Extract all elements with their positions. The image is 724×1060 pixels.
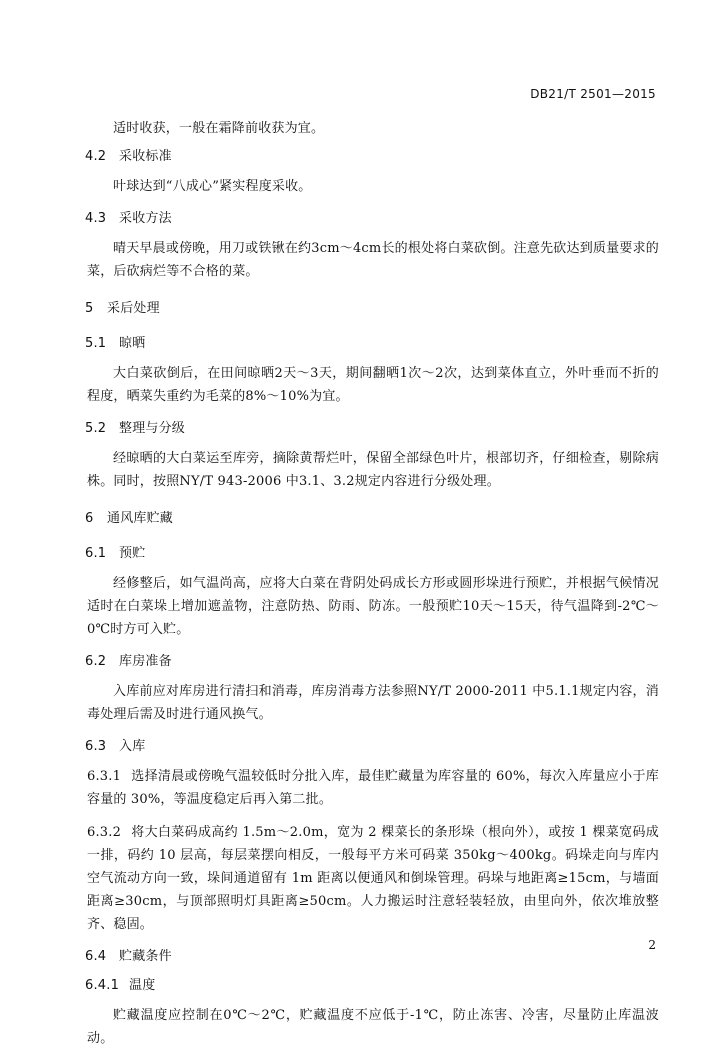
section-heading-4-2 xyxy=(85,146,659,168)
section-number: 6.2 xyxy=(85,654,107,669)
paragraph-5-1: 大白菜砍倒后，在田间晾晒2天～3天，期间翻晒1次～2次，达到菜体直立，外叶垂而不折的程度，晒菜失重约为毛菜的8%～10%为宜。 xyxy=(87,366,659,404)
section-number: 6.3 xyxy=(85,739,107,754)
paragraph-6-3-1 xyxy=(87,765,659,811)
section-number: 4.2 xyxy=(85,149,107,164)
paragraph-5-2: 经晾晒的大白菜运至库旁，摘除黄帮烂叶，保留全部绿色叶片，根部切齐，仔细检查，剔除病株。同时，按照NY/T 943-2006 中3.1、3.2规定内容进行分级处理。 xyxy=(87,451,659,489)
section-heading-5-2 xyxy=(85,418,659,440)
section-number: 5.1 xyxy=(85,336,107,351)
section-title: 采收方法 xyxy=(119,211,172,226)
clause-text: 选择清晨或傍晚气温较低时分批入库，最佳贮藏量为库容量的 60%，每次入库量应小于库容量的 30%，等温度稳定后再入第二批。 xyxy=(87,769,659,807)
section-number: 5.2 xyxy=(85,421,107,436)
paragraph-6-4-1: 贮藏温度应控制在0℃～2℃，贮藏温度不应低于-1℃，防止冻害、冷害，尽量防止库温波动。 xyxy=(87,1008,659,1046)
section-heading-6-1 xyxy=(85,543,659,565)
section-title: 贮藏条件 xyxy=(119,949,172,964)
section-number: 6.4.1 xyxy=(85,978,120,993)
section-title: 入库 xyxy=(119,739,146,754)
chapter-title: 通风库贮藏 xyxy=(107,511,174,526)
paragraph-intro: 适时收获，一般在霜降前收获为宜。 xyxy=(113,121,325,136)
clause-text: 将大白菜码成高约 1.5m～2.0m，宽为 2 棵菜长的条形垛（根向外），或按 1 棵菜宽码成一排，码约 10 层高，每层菜摆向相反，一般每平方米可码菜 350kg～400kg。码垛走向与库内空气流动方向一致，垛间通道留有 1m 距离以便通风和倒垛管理。码垛与地距离≥15cm，与墙面距离≥30cm，与顶部照明灯具距离≥50cm。人力搬运时注意轻装轻放，由里向外，依次堆放整齐、稳固。 xyxy=(87,825,659,932)
section-heading-6-4 xyxy=(85,946,659,968)
section-title: 晾晒 xyxy=(119,336,146,351)
clause-number: 6.3.1 xyxy=(87,769,122,784)
standard-code: DB21/T 2501—2015 xyxy=(530,87,656,101)
document-body xyxy=(87,117,659,1060)
chapter-number: 6 xyxy=(85,511,94,526)
section-number: 6.1 xyxy=(85,546,107,561)
paragraph-6-3-2 xyxy=(87,821,659,936)
chapter-title: 采后处理 xyxy=(107,301,160,316)
paragraph-6-1: 经修整后，如气温尚高，应将大白菜在背阴处码成长方形或圆形垛进行预贮，并根据气候情况适时在白菜垛上增加遮盖物，注意防热、防雨、防冻。一般预贮10天～15天，待气温降到-2℃～0℃时方可入贮。 xyxy=(87,576,659,637)
section-heading-6-3 xyxy=(85,736,659,758)
paragraph-6-2: 入库前应对库房进行清扫和消毒，库房消毒方法参照NY/T 2000-2011 中5.1.1规定内容，消毒处理后需及时进行通风换气。 xyxy=(87,684,659,722)
section-title: 温度 xyxy=(129,978,156,993)
chapter-heading-6 xyxy=(85,508,659,530)
section-heading-6-4-1 xyxy=(85,975,659,997)
section-heading-6-2 xyxy=(85,651,659,673)
section-heading-5-1 xyxy=(85,333,659,355)
chapter-number: 5 xyxy=(85,301,94,316)
section-title: 库房准备 xyxy=(119,654,172,669)
section-number: 6.4 xyxy=(85,949,107,964)
paragraph-4-3: 晴天早晨或傍晚，用刀或铁锹在约3cm～4cm长的根处将白菜砍倒。注意先砍达到质量要求的菜，后砍病烂等不合格的菜。 xyxy=(87,241,659,279)
section-title: 整理与分级 xyxy=(119,421,186,436)
section-title: 预贮 xyxy=(119,546,146,561)
paragraph-4-2: 叶球达到“八成心”紧实程度采收。 xyxy=(113,179,312,194)
section-title: 采收标准 xyxy=(119,149,172,164)
section-number: 4.3 xyxy=(85,211,107,226)
chapter-heading-5 xyxy=(85,298,659,320)
page-number: 2 xyxy=(648,938,656,952)
section-heading-4-3 xyxy=(85,208,659,230)
clause-number: 6.3.2 xyxy=(87,825,122,840)
